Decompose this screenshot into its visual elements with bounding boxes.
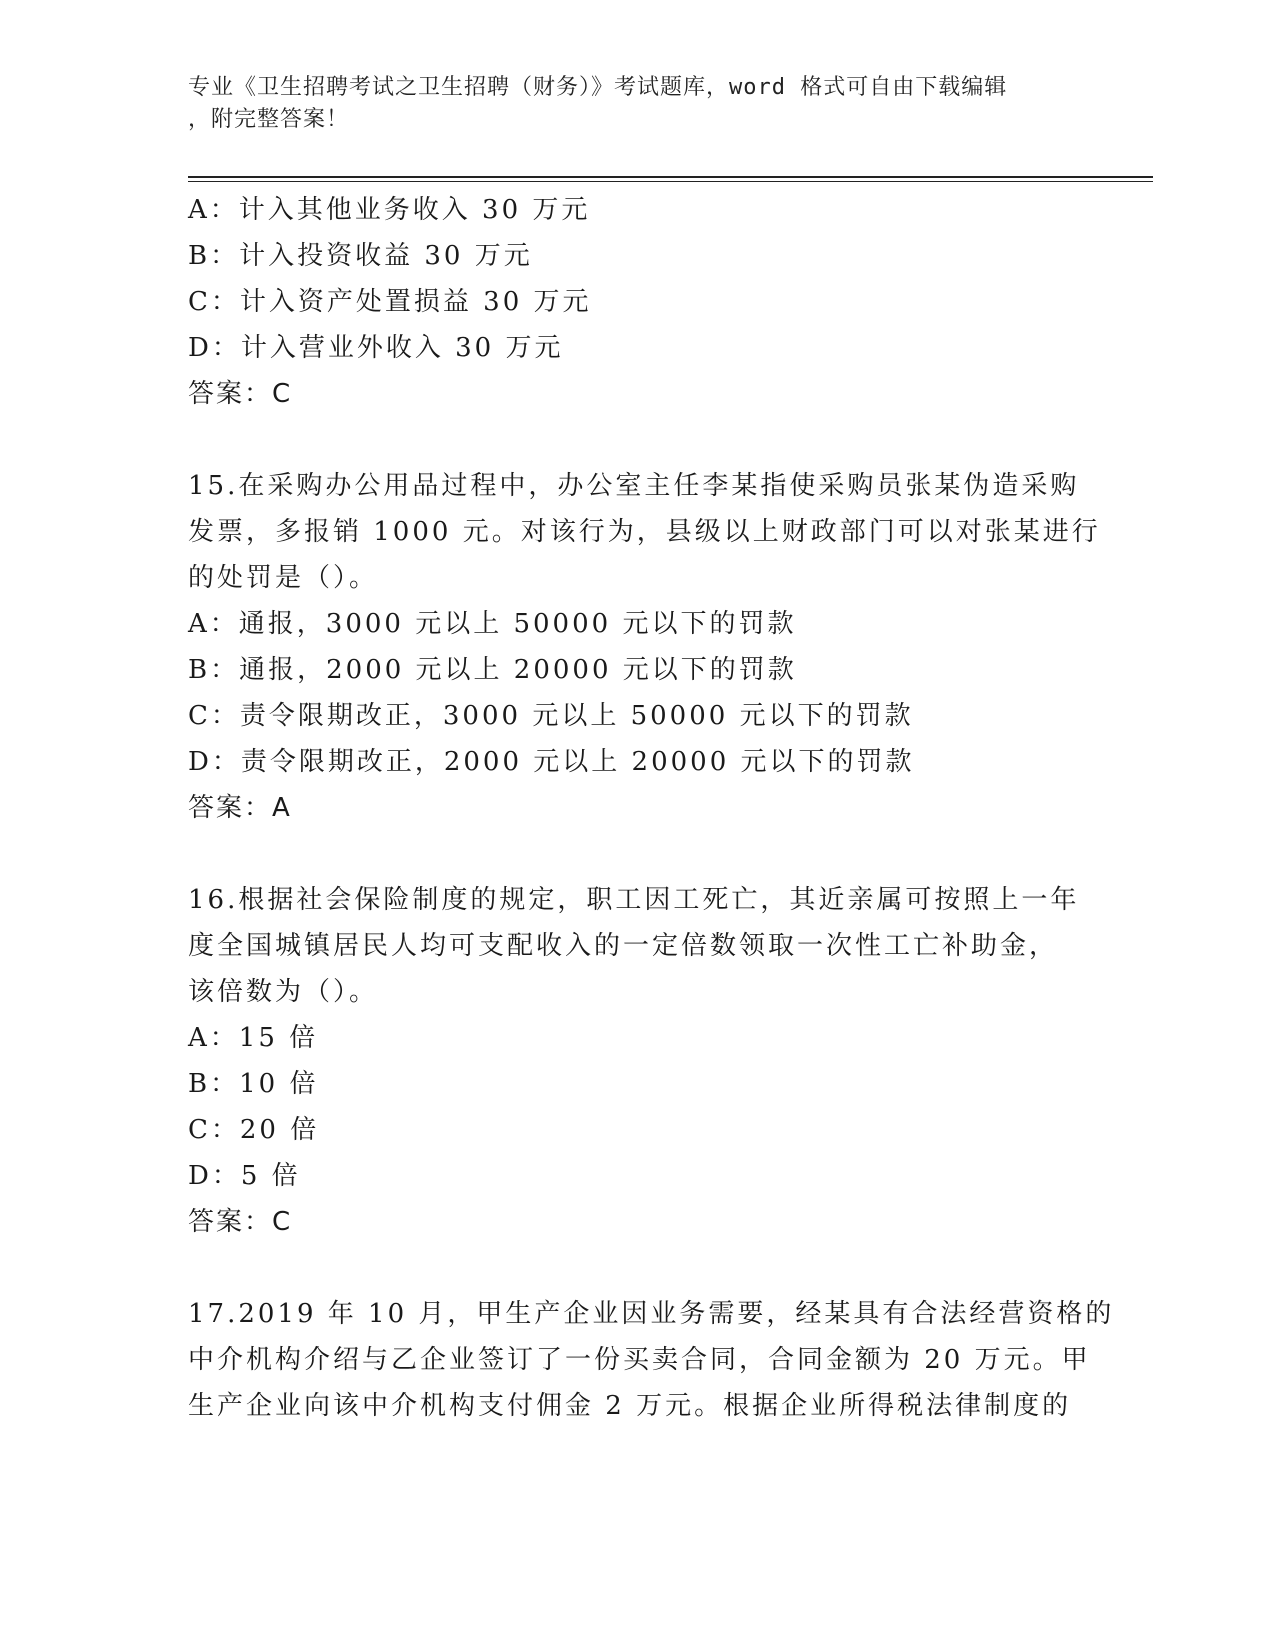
spacer <box>188 1245 1088 1291</box>
option-c: C：20 倍 <box>188 1115 320 1145</box>
option-a: A：15 倍 <box>188 1023 319 1053</box>
question-stem-line: 中介机构介绍与乙企业签订了一份买卖合同，合同金额为 20 万元。甲 <box>188 1345 1091 1375</box>
header-title-continuation: ，附完整答案！ <box>188 107 350 132</box>
header-title-line: 专业《卫生招聘考试之卫生招聘（财务）》考试题库，word 格式可自由下载编辑 <box>188 75 1008 100</box>
option-a: A：计入其他业务收入 30 万元 <box>188 195 591 225</box>
question-stem-line: 度全国城镇居民人均可支配收入的一定倍数领取一次性工亡补助金， <box>188 931 1059 961</box>
option-b: B：10 倍 <box>188 1069 319 1099</box>
option-d: D：5 倍 <box>188 1161 301 1191</box>
question-stem-line: 发票，多报销 1000 元。对该行为，县级以上财政部门可以对张某进行 <box>188 517 1101 547</box>
question-stem-line: 17.2019 年 10 月，甲生产企业因业务需要，经某具有合法经营资格的 <box>188 1299 1115 1329</box>
option-d: D：计入营业外收入 30 万元 <box>188 333 564 363</box>
answer-line: 答案：A <box>188 793 292 823</box>
answer-line: 答案：C <box>188 1207 293 1237</box>
answer-line: 答案：C <box>188 379 293 409</box>
option-b: B：通报，2000 元以上 20000 元以下的罚款 <box>188 655 797 685</box>
option-c: C：责令限期改正，3000 元以上 50000 元以下的罚款 <box>188 701 914 731</box>
document-body <box>188 187 1115 1429</box>
spacer <box>188 831 1088 877</box>
spacer <box>188 417 1088 463</box>
question-stem-line: 生产企业向该中介机构支付佣金 2 万元。根据企业所得税法律制度的 <box>188 1391 1072 1421</box>
option-d: D：责令限期改正，2000 元以上 20000 元以下的罚款 <box>188 747 915 777</box>
question-15-block <box>188 463 1101 831</box>
question-stem-line: 15.在采购办公用品过程中，办公室主任李某指使采购员张某伪造采购 <box>188 471 1080 501</box>
question-stem-line: 16.根据社会保险制度的规定，职工因工死亡，其近亲属可按照上一年 <box>188 885 1080 915</box>
question-16-block <box>188 877 1088 1245</box>
option-a: A：通报，3000 元以上 50000 元以下的罚款 <box>188 609 797 639</box>
question-stem-line: 的处罚是（）。 <box>188 563 379 593</box>
option-c: C：计入资产处置损益 30 万元 <box>188 287 592 317</box>
option-b: B：计入投资收益 30 万元 <box>188 241 533 271</box>
header-divider-thin <box>188 181 1153 182</box>
question-17-block <box>188 1291 1115 1429</box>
header-divider-thick <box>188 176 1153 178</box>
question-stem-line: 该倍数为（）。 <box>188 977 379 1007</box>
document-header <box>188 72 1068 136</box>
question-14-block <box>188 187 1088 417</box>
